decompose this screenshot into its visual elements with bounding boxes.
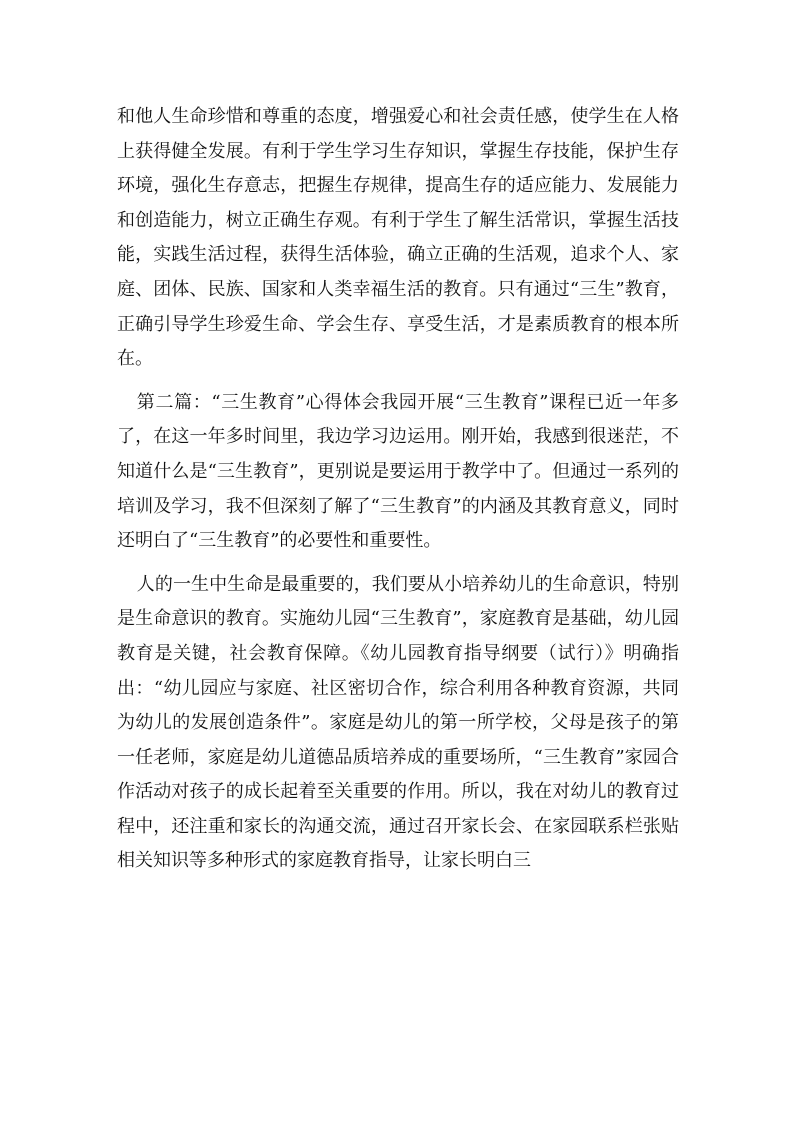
paragraph-continued: 和他人生命珍惜和尊重的态度，增强爱心和社会责任感，使学生在人格上获得健全发展。有利于学生学习生存知识，掌握生存技能，保护生存环境，强化生存意志，把握生存规律，提高生存的适应能力、发展能力和创造能力，树立正确生存观。有利于学生了解生活常识，掌握生活技能，实践生活过程，获得生活体验，确立正确的生活观，追求个人、家庭、团体、民族、国家和人类幸福生活的教育。只有通过“三生”教育，正确引导学生珍爱生命、学会生存、享受生活，才是素质教育的根本所在。 [117, 106, 679, 370]
paragraph-second-article: 第二篇：“三生教育”心得体会我园开展“三生教育”课程已近一年多了，在这一年多时间里，我边学习边运用。刚开始，我感到很迷茫，不知道什么是“三生教育”，更别说是要运用于教学中了。但通过一系列的培训及学习，我不但深刻了解了“三生教育”的内涵及其教育意义，同时还明白了“三生教育”的必要性和重要性。 [117, 391, 679, 552]
document-body [117, 100, 679, 879]
paragraph-life-education: 人的一生中生命是最重要的，我们要从小培养幼儿的生命意识，特别是生命意识的教育。实施幼儿园“三生教育”，家庭教育是基础，幼儿园教育是关键，社会教育保障。《幼儿园教育指导纲要（试行）》明确指出：“幼儿园应与家庭、社区密切合作，综合利用各种教育资源，共同为幼儿的发展创造条件”。家庭是幼儿的第一所学校，父母是孩子的第一任老师，家庭是幼儿道德品质培养成的重要场所，“三生教育”家园合作活动对孩子的成长起着至关重要的作用。所以，我在对幼儿的教育过程中，还注重和家长的沟通交流，通过召开家长会、在家园联系栏张贴相关知识等多种形式的家庭教育指导，让家长明白三 [117, 573, 679, 872]
